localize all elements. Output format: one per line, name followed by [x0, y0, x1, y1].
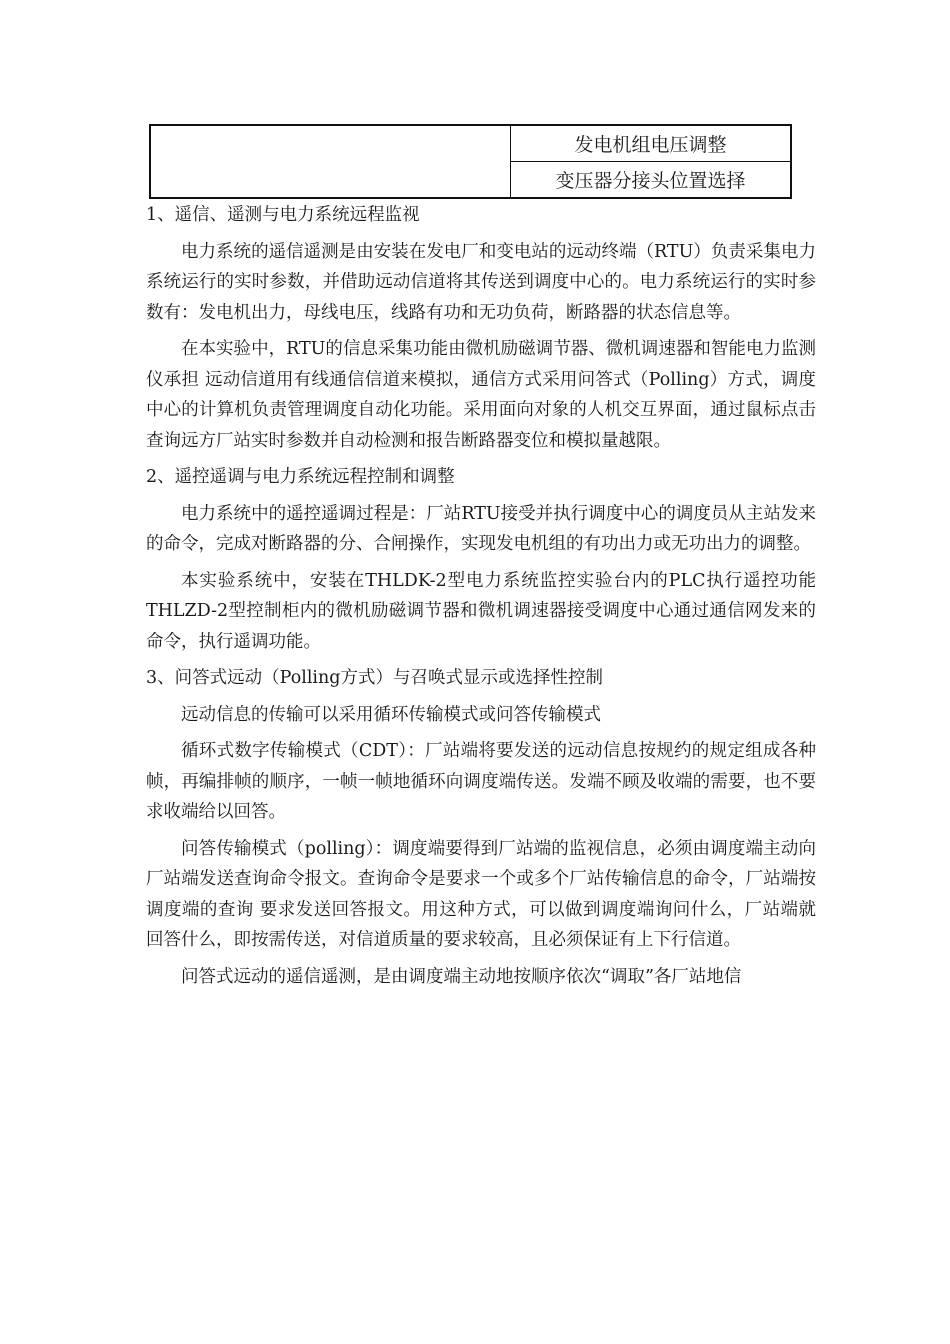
- section-2-heading: 2、遥控遥调与电力系统远程控制和调整: [146, 467, 455, 487]
- section-3-paragraph-4: 问答式远动的遥信遥测，是由调度端主动地按顺序依次“调取”各厂站地信: [181, 966, 742, 987]
- table-cell-voltage-adjust: 发电机组电压调整: [574, 134, 727, 156]
- section-2-paragraph-1: 电力系统中的遥控遥调过程是：厂站RTU接受并执行调度中心的调度员从主站发来的命令，完成对断路器的分、合闸操作，实现发电机组的有功出力或无功出力的调整。: [146, 503, 816, 554]
- table-cell-tap-selection: 变压器分接头位置选择: [511, 161, 790, 197]
- section-1-paragraph-2: 在本实验中，RTU的信息采集功能由微机励磁调节器、微机调速器和智能电力监测仪承担 远动信道用有线通信信道来模拟，通信方式采用问答式（Polling）方式，调度中心的计算机负责管理调度自动化功能。采用面向对象的人机交互界面，通过鼠标点击查询远方厂站实时参数并自动检测和报告断路器变位和模拟量越限。: [146, 339, 816, 451]
- section-3-paragraph-1: 远动信息的传输可以采用循环传输模式或问答传输模式: [181, 704, 601, 725]
- table-fragment: [149, 124, 792, 199]
- table-right-column: [511, 126, 790, 197]
- table-left-cell: [151, 126, 511, 197]
- section-2-paragraph-2: 本实验系统中，安装在THLDK-2型电力系统监控实验台内的PLC执行遥控功能 THLZD-2型控制柜内的微机励磁调节器和微机调速器接受调度中心通过通信网发来的命令，执行遥调功能。: [146, 570, 816, 652]
- section-1-heading: 1、遥信、遥测与电力系统远程监视: [146, 205, 420, 225]
- section-1-paragraph-1: 电力系统的遥信遥测是由安装在发电厂和变电站的远动终端（RTU）负责采集电力系统运行的实时参数，并借助远动信道将其传送到调度中心的。电力系统运行的实时参数有：发电机出力，母线电压，线路有功和无功负荷，断路器的状态信息等。: [146, 241, 816, 323]
- section-3-heading: 3、问答式远动（Polling方式）与召唤式显示或选择性控制: [146, 668, 603, 688]
- document-body: [146, 200, 816, 992]
- section-3-paragraph-3: 问答传输模式（polling）：调度端要得到厂站端的监视信息，必须由调度端主动向厂站端发送查询命令报文。查询命令是要求一个或多个厂站传输信息的命令，厂站端按调度端的查询 要求发送回答报文。用这种方式，可以做到调度端询问什么，厂站端就回答什么，即按需传送，对信道质量的要求较高，且必须保证有上下行信道。: [146, 838, 816, 950]
- section-3-paragraph-2: 循环式数字传输模式（CDT）：厂站端将要发送的远动信息按规约的规定组成各种帧，再编排帧的顺序，一帧一帧地循环向调度端传送。发端不顾及收端的需要，也不要求收端给以回答。: [146, 741, 816, 822]
